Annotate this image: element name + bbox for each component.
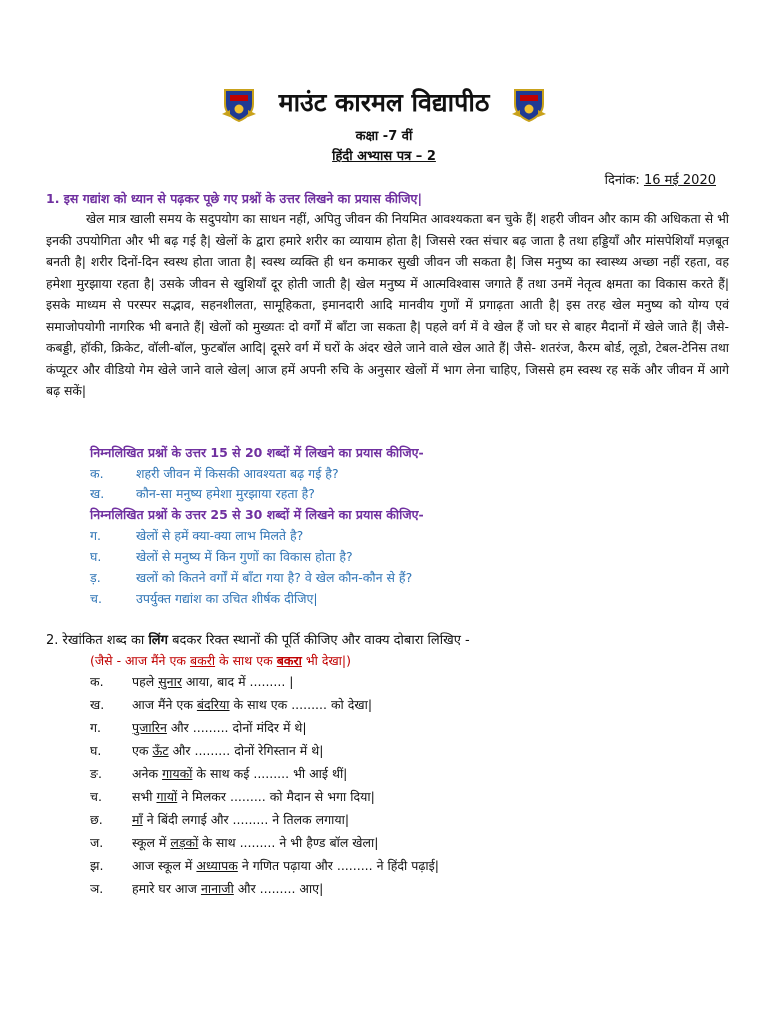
underlined-word: लड़कों <box>170 835 199 850</box>
question-text: खलों को कितने वर्गों में बाँटा गया है? वे खेल कौन-कौन से हैं? <box>136 570 413 585</box>
item-text: सभी <box>132 789 157 804</box>
question-text: खेलों से मनुष्य में किन गुणों का विकास होता है? <box>136 549 353 564</box>
question-letter: च. <box>90 591 102 606</box>
example-answer-word: बकरा <box>276 653 302 668</box>
item-text: अनेक <box>132 766 163 781</box>
school-crest-icon <box>222 86 256 122</box>
question-letter: ग. <box>90 528 102 543</box>
question-item <box>90 590 318 607</box>
item-text: के साथ एक ......... को देखा| <box>229 697 373 712</box>
reading-passage: खेल मात्र खाली समय के सदुपयोग का साधन नहीं, अपितु जीवन की नियमित आवश्यकता बन चुके हैं| शहरी जीवन और काम की अधिकता से भी इनकी उपयोगिता और भी बढ़ गई है| खेलों के द्वारा हमारे शरीर का व्यायाम होता है| जिससे रक्त संचार बढ़ जाता है तथा हड्डियाँ और मांसपेशियाँ मज़बूत बनती है| शरीर दिनों-दिन स्वस्थ होता जाता है| स्वस्थ व्यक्ति ही धन कमाकर सुखी जीवन जी सकता है| जिस मनुष्य का स्वास्थ्य अच्छा नहीं रहता, वह हमेशा मुरझाया रहता है| उसके जीवन से खुशियाँ दूर होती जाती है| खेल मनुष्य में आत्मविश्वास जगाते हैं तथा उनमें नेतृत्व क्षमता का विकास करते हैं| इसके माध्यम से परस्पर सद्भाव, सहनशीलता, सामूहिकता, इमानदारी आदि मानवीय गुणों में प्रगाढ़ता आती है| इस तरह खेल मनुष्य को योग्य एवं समाजोपयोगी नागरिक भी बनाते हैं| खेलों को मुख्यतः दो वर्गों में बाँटा जा सकता है| पहले वर्ग में वे खेल हैं जो घर से बाहर मैदानों में खेले जाते हैं| जैसे- कबड्डी, हॉकी, क्रिकेट, वॉली-बॉल, फुटबॉल आदि| दूसरे वर्ग में घरों के अंदर खेले जाने वाले खेल आते हैं| जैसे- शतरंज, कैरम बोर्ड, लूडो, टेबल-टेनिस तथा कंप्यूटर और वीडियो गेम खेले जाने वाले खेल| आज हमें अपनी रुचि के अनुसार खेलों में भाग लेना चाहिए, जिससे हम स्वस्थ रह सकें और जीवन में आगे बढ़ सकें| <box>46 211 729 398</box>
item-letter: ग. <box>90 720 102 735</box>
question-text: उपर्युक्त गद्यांश का उचित शीर्षक दीजिए| <box>136 591 318 606</box>
fill-in-item <box>90 880 323 897</box>
underlined-word: बंदरिया <box>196 697 230 712</box>
underlined-word: ऊँट <box>152 743 169 758</box>
item-letter: क. <box>90 674 104 689</box>
question-item <box>90 527 303 544</box>
item-letter: छ. <box>90 812 103 827</box>
item-letter: ज. <box>90 835 104 850</box>
fill-in-item <box>90 765 347 782</box>
item-text: आज मैंने एक <box>132 697 197 712</box>
question-letter: ड़. <box>90 570 101 585</box>
paper-title: हिंदी अभ्यास पत्र – 2 <box>332 149 436 164</box>
underlined-word: माँ <box>132 812 143 827</box>
item-text: ने गणित पढ़ाया और ......... ने हिंदी पढ़ाई| <box>237 858 439 873</box>
date-value: 16 मई 2020 <box>643 173 716 188</box>
item-text: और ......... दोनों मंदिर में थे| <box>166 720 307 735</box>
underlined-word: नानाजी <box>200 881 234 896</box>
item-text: ने मिलकर ......... को मैदान से भगा दिया| <box>177 789 375 804</box>
item-text: और ......... आए| <box>233 881 324 896</box>
item-text: के साथ कई ......... भी आई थीं| <box>192 766 348 781</box>
underlined-word: सुनार <box>158 674 182 689</box>
item-letter: ङ. <box>90 766 102 781</box>
item-text: स्कूल में <box>132 835 171 850</box>
example-underlined-word: बकरी <box>189 653 216 668</box>
question-letter: क. <box>90 466 104 481</box>
item-text: आज स्कूल में <box>132 858 197 873</box>
school-header <box>0 86 768 126</box>
example-text: भी देखा|) <box>301 653 352 668</box>
item-letter: ख. <box>90 697 105 712</box>
date-label: दिनांक: <box>604 173 644 188</box>
question-letter: ख. <box>90 486 105 501</box>
fill-in-item <box>90 742 323 759</box>
school-name: माउंट कारमल विद्यापीठ <box>278 88 490 117</box>
item-text: आया, बाद में ......... | <box>181 674 294 689</box>
item-text: हमारे घर आज <box>132 881 201 896</box>
question-1-heading: 1. इस गद्यांश को ध्यान से पढ़कर पूछे गए प्रश्नों के उत्तर लिखने का प्रयास कीजिए| <box>46 191 423 206</box>
instruction-short-answers: निम्नलिखित प्रश्नों के उत्तर 15 से 20 शब्दों में लिखने का प्रयास कीजिए- <box>90 445 424 460</box>
underlined-word: गायों <box>156 789 178 804</box>
fill-in-item <box>90 788 375 805</box>
item-letter: झ. <box>90 858 104 873</box>
example-text: के साथ एक <box>215 653 277 668</box>
fill-in-item <box>90 834 378 851</box>
example-text: (जैसे - आज मैंने एक <box>90 653 190 668</box>
item-letter: च. <box>90 789 102 804</box>
question-item <box>90 465 339 482</box>
underlined-word: गायकों <box>162 766 193 781</box>
fill-in-item <box>90 696 372 713</box>
heading-keyword: लिंग <box>148 633 168 648</box>
question-item <box>90 569 412 586</box>
school-crest-icon <box>512 86 546 122</box>
date-line <box>605 170 716 188</box>
question-text: खेलों से हमें क्या-क्या लाभ मिलते है? <box>136 528 304 543</box>
item-text: के साथ ......... ने भी हैण्ड बॉल खेला| <box>198 835 379 850</box>
heading-text: बदकर रिक्त स्थानों की पूर्ति कीजिए और वाक्य दोबारा लिखिए - <box>167 633 470 648</box>
item-text: और ......... दोनों रेगिस्तान में थे| <box>168 743 324 758</box>
question-text: शहरी जीवन में किसकी आवश्यता बढ़ गई है? <box>136 466 339 481</box>
item-text: एक <box>132 743 153 758</box>
question-item <box>90 548 353 565</box>
fill-in-item <box>90 673 294 690</box>
question-letter: घ. <box>90 549 102 564</box>
question-item <box>90 485 315 502</box>
item-text: पहले <box>132 674 159 689</box>
underlined-word: पुजारिन <box>132 720 167 735</box>
item-text: ने बिंदी लगाई और ......... ने तिलक लगाया| <box>142 812 350 827</box>
question-text: कौन-सा मनुष्य हमेशा मुरझाया रहता है? <box>136 486 315 501</box>
underlined-word: अध्यापक <box>196 858 238 873</box>
fill-in-item <box>90 811 349 828</box>
fill-in-item <box>90 719 307 736</box>
question-2-example <box>90 652 351 669</box>
fill-in-item <box>90 857 439 874</box>
instruction-long-answers: निम्नलिखित प्रश्नों के उत्तर 25 से 30 शब्दों में लिखने का प्रयास कीजिए- <box>90 507 424 522</box>
item-letter: ञ. <box>90 881 104 896</box>
class-label: कक्षा -7 वीं <box>355 129 413 144</box>
item-letter: घ. <box>90 743 102 758</box>
heading-text: 2. रेखांकित शब्द का <box>46 633 149 648</box>
question-2-heading <box>46 630 470 648</box>
